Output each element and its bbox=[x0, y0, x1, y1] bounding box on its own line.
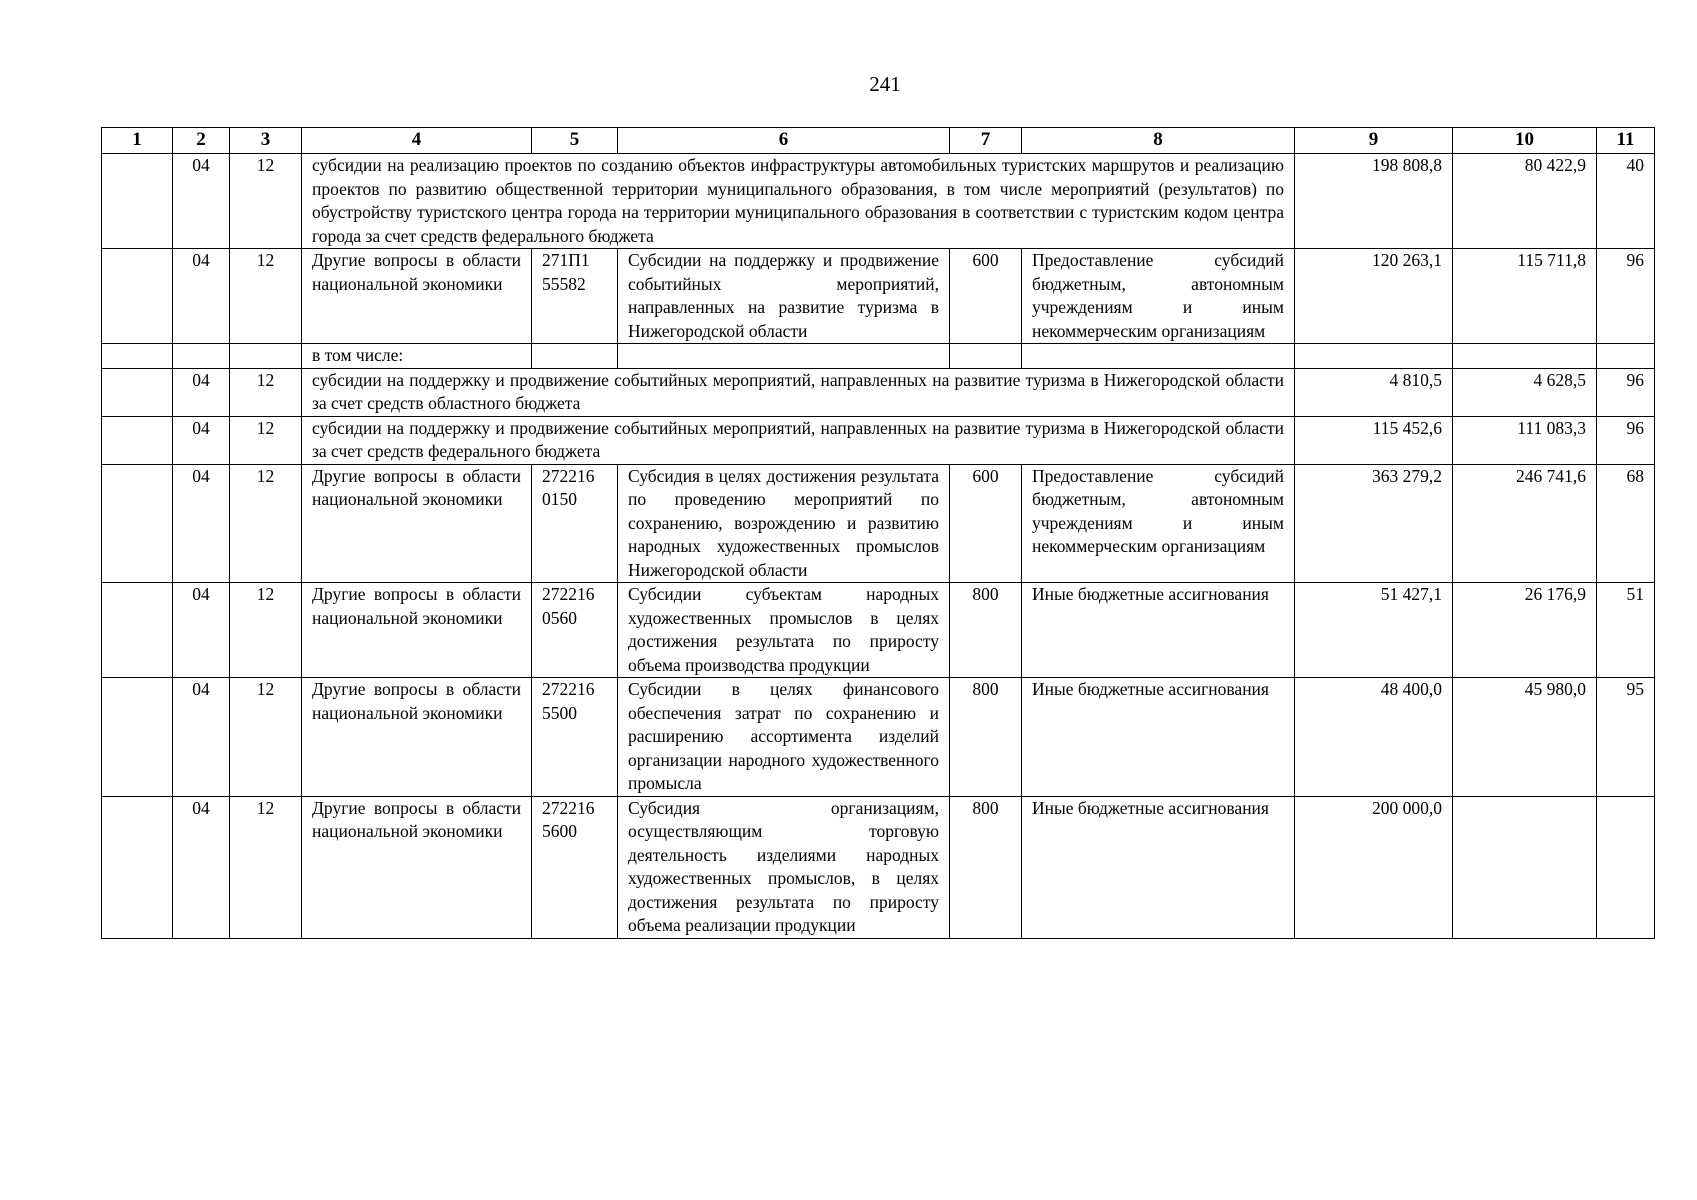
cell-percent: 68 bbox=[1597, 464, 1655, 583]
cell-empty bbox=[618, 344, 950, 369]
cell-amount-plan: 51 427,1 bbox=[1295, 583, 1453, 678]
cell-expense-name: Субсидии субъектам народных художественных промыслов в целях достижения результата по приросту объема производства продукции bbox=[618, 583, 950, 678]
cell-empty bbox=[1022, 344, 1295, 369]
cell-target-code: 272216 5600 bbox=[532, 796, 618, 938]
table-row bbox=[102, 464, 1655, 583]
column-header: 11 bbox=[1597, 128, 1655, 154]
cell-empty bbox=[230, 344, 302, 369]
column-header: 6 bbox=[618, 128, 950, 154]
table-row bbox=[102, 796, 1655, 938]
cell-section: 04 bbox=[173, 154, 230, 249]
cell-section-name: Другие вопросы в области национальной экономики bbox=[302, 249, 532, 344]
cell-expense-name: Субсидия организациям, осуществляющим торговую деятельность изделиями народных художественных промыслов, в целях достижения результата по приросту объема реализации продукции bbox=[618, 796, 950, 938]
cell-subsection: 12 bbox=[230, 154, 302, 249]
column-header: 10 bbox=[1453, 128, 1597, 154]
cell-percent: 96 bbox=[1597, 368, 1655, 416]
cell-subsection: 12 bbox=[230, 678, 302, 797]
cell-subsection: 12 bbox=[230, 583, 302, 678]
cell-empty bbox=[1295, 344, 1453, 369]
table-row bbox=[102, 368, 1655, 416]
cell-amount-actual: 26 176,9 bbox=[1453, 583, 1597, 678]
cell-col1 bbox=[102, 368, 173, 416]
cell-col1 bbox=[102, 464, 173, 583]
cell-empty bbox=[1597, 344, 1655, 369]
cell-percent: 51 bbox=[1597, 583, 1655, 678]
cell-col1 bbox=[102, 416, 173, 464]
cell-subsection: 12 bbox=[230, 464, 302, 583]
cell-section-name: Другие вопросы в области национальной экономики bbox=[302, 678, 532, 797]
cell-amount-plan: 363 279,2 bbox=[1295, 464, 1453, 583]
cell-amount-actual: 45 980,0 bbox=[1453, 678, 1597, 797]
table-row bbox=[102, 154, 1655, 249]
cell-expense-type: 600 bbox=[950, 464, 1022, 583]
column-header: 4 bbox=[302, 128, 532, 154]
cell-expense-name: Субсидии в целях финансового обеспечения затрат по сохранению и расширению ассортимента изделий организации народного художественного промысла bbox=[618, 678, 950, 797]
cell-empty bbox=[173, 344, 230, 369]
cell-target-code: 272216 5500 bbox=[532, 678, 618, 797]
cell-subsection: 12 bbox=[230, 416, 302, 464]
column-header: 7 bbox=[950, 128, 1022, 154]
cell-expense-name: Субсидии на поддержку и продвижение событийных мероприятий, направленных на развитие туризма в Нижегородской области bbox=[618, 249, 950, 344]
cell-col1 bbox=[102, 678, 173, 797]
cell-target-code: 272216 0150 bbox=[532, 464, 618, 583]
cell-target-code: 271П1 55582 bbox=[532, 249, 618, 344]
cell-expense-type-name: Предоставление субсидий бюджетным, автономным учреждениям и иным некоммерческим организациям bbox=[1022, 249, 1295, 344]
cell-amount-actual: 111 083,3 bbox=[1453, 416, 1597, 464]
cell-section-name: Другие вопросы в области национальной экономики bbox=[302, 583, 532, 678]
cell-percent: 96 bbox=[1597, 416, 1655, 464]
cell-percent: 96 bbox=[1597, 249, 1655, 344]
cell-empty bbox=[102, 344, 173, 369]
cell-section: 04 bbox=[173, 464, 230, 583]
table-row bbox=[102, 249, 1655, 344]
cell-amount-plan: 200 000,0 bbox=[1295, 796, 1453, 938]
cell-amount-plan: 198 808,8 bbox=[1295, 154, 1453, 249]
cell-expense-type-name: Иные бюджетные ассигнования bbox=[1022, 583, 1295, 678]
table-row bbox=[102, 678, 1655, 797]
cell-percent bbox=[1597, 796, 1655, 938]
cell-percent: 95 bbox=[1597, 678, 1655, 797]
cell-section-name: Другие вопросы в области национальной экономики bbox=[302, 464, 532, 583]
cell-col1 bbox=[102, 154, 173, 249]
column-header: 3 bbox=[230, 128, 302, 154]
header-row bbox=[102, 128, 1655, 154]
column-header: 1 bbox=[102, 128, 173, 154]
cell-amount-plan: 4 810,5 bbox=[1295, 368, 1453, 416]
cell-expense-type: 800 bbox=[950, 796, 1022, 938]
cell-amount-actual: 115 711,8 bbox=[1453, 249, 1597, 344]
cell-expense-type-name: Иные бюджетные ассигнования bbox=[1022, 796, 1295, 938]
cell-section: 04 bbox=[173, 368, 230, 416]
cell-empty bbox=[532, 344, 618, 369]
cell-expense-type-name: Предоставление субсидий бюджетным, автономным учреждениям и иным некоммерческим организациям bbox=[1022, 464, 1295, 583]
cell-description: субсидии на реализацию проектов по созданию объектов инфраструктуры автомобильных туристских маршрутов и реализацию проектов по развитию общественной территории муниципального образования, в том числе мероприятий (результатов) по обустройству туристского центра города на территории муниципального образования в соответствии с туристским кодом центра города за счет средств федерального бюджета bbox=[302, 154, 1295, 249]
cell-amount-actual: 4 628,5 bbox=[1453, 368, 1597, 416]
cell-section-name: Другие вопросы в области национальной экономики bbox=[302, 796, 532, 938]
cell-description: субсидии на поддержку и продвижение событийных мероприятий, направленных на развитие туризма в Нижегородской области за счет средств областного бюджета bbox=[302, 368, 1295, 416]
cell-section: 04 bbox=[173, 249, 230, 344]
cell-expense-type: 600 bbox=[950, 249, 1022, 344]
cell-target-code: 272216 0560 bbox=[532, 583, 618, 678]
table-row bbox=[102, 583, 1655, 678]
budget-table bbox=[101, 127, 1655, 939]
cell-col1 bbox=[102, 583, 173, 678]
cell-percent: 40 bbox=[1597, 154, 1655, 249]
cell-including-label: в том числе: bbox=[302, 344, 532, 369]
table-row bbox=[102, 416, 1655, 464]
cell-amount-actual: 80 422,9 bbox=[1453, 154, 1597, 249]
cell-expense-type: 800 bbox=[950, 583, 1022, 678]
cell-expense-type-name: Иные бюджетные ассигнования bbox=[1022, 678, 1295, 797]
column-header: 5 bbox=[532, 128, 618, 154]
cell-amount-actual bbox=[1453, 796, 1597, 938]
column-header: 2 bbox=[173, 128, 230, 154]
table-row bbox=[102, 344, 1655, 369]
cell-subsection: 12 bbox=[230, 796, 302, 938]
cell-empty bbox=[950, 344, 1022, 369]
cell-col1 bbox=[102, 796, 173, 938]
cell-expense-type: 800 bbox=[950, 678, 1022, 797]
cell-amount-plan: 115 452,6 bbox=[1295, 416, 1453, 464]
cell-amount-plan: 120 263,1 bbox=[1295, 249, 1453, 344]
cell-empty bbox=[1453, 344, 1597, 369]
column-header: 8 bbox=[1022, 128, 1295, 154]
cell-subsection: 12 bbox=[230, 368, 302, 416]
cell-col1 bbox=[102, 249, 173, 344]
cell-description: субсидии на поддержку и продвижение событийных мероприятий, направленных на развитие туризма в Нижегородской области за счет средств федерального бюджета bbox=[302, 416, 1295, 464]
column-header: 9 bbox=[1295, 128, 1453, 154]
cell-amount-plan: 48 400,0 bbox=[1295, 678, 1453, 797]
cell-amount-actual: 246 741,6 bbox=[1453, 464, 1597, 583]
cell-section: 04 bbox=[173, 678, 230, 797]
cell-subsection: 12 bbox=[230, 249, 302, 344]
cell-section: 04 bbox=[173, 583, 230, 678]
cell-section: 04 bbox=[173, 416, 230, 464]
cell-expense-name: Субсидия в целях достижения результата по проведению мероприятий по сохранению, возрождению и развитию народных художественных промыслов Нижегородской области bbox=[618, 464, 950, 583]
cell-section: 04 bbox=[173, 796, 230, 938]
page-number: 241 bbox=[869, 72, 901, 96]
